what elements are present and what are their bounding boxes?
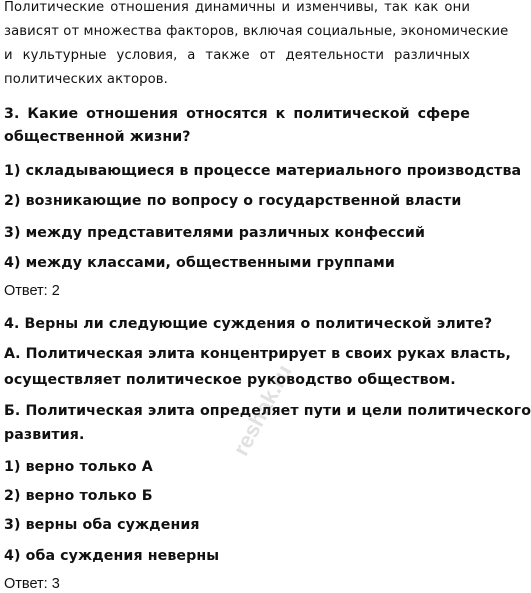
q4-statement-b-line-2: развития. (4, 427, 85, 443)
watermark-text: reshak.ru (228, 360, 297, 460)
intro-line-3: и культурные условия, а также от деятельности различных (4, 48, 470, 63)
q4-statement-a-line-2: осуществляет политическое руководство обществом. (4, 372, 456, 388)
q4-question: 4. Верны ли следующие суждения о политической элите? (4, 316, 493, 332)
q3-question-line-2: общественной жизни? (4, 129, 191, 145)
q3-option-1: 1) складывающиеся в процессе материального производства (4, 163, 522, 179)
q4-option-1: 1) верно только А (4, 459, 153, 475)
q3-option-3: 3) между представителями различных конфессий (4, 225, 426, 241)
q3-answer: Ответ: 2 (4, 283, 60, 299)
q3-option-4: 4) между классами, общественными группами (4, 255, 395, 271)
q4-option-4: 4) оба суждения неверны (4, 548, 220, 564)
q3-option-2: 2) возникающие по вопросу о государственной власти (4, 193, 462, 209)
q3-question-line-1: 3. Какие отношения относятся к политической сфере (4, 106, 470, 122)
intro-line-1: Политические отношения динамичны и изменчивы, так как они (4, 0, 470, 15)
q4-answer: Ответ: 3 (4, 576, 60, 592)
q4-option-3: 3) верны оба суждения (4, 517, 200, 533)
q4-statement-b-line-1: Б. Политическая элита определяет пути и цели политического (4, 403, 531, 419)
intro-line-2: зависят от множества факторов, включая социальные, экономические (4, 24, 509, 39)
intro-line-4: политических акторов. (4, 72, 168, 87)
q4-statement-a-line-1: А. Политическая элита концентрирует в своих руках власть, (4, 346, 511, 362)
q4-option-2: 2) верно только Б (4, 488, 153, 504)
